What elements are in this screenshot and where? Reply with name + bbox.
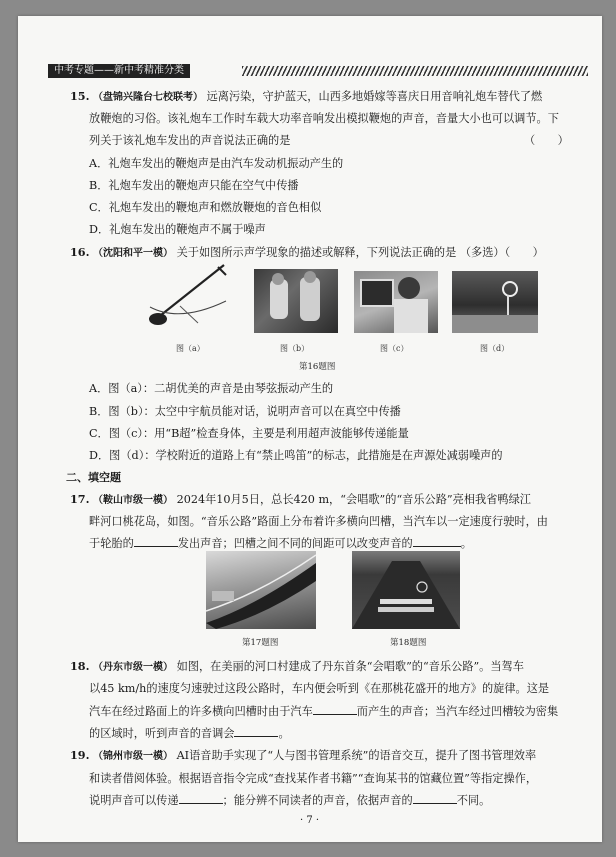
- figure-b-astronauts: [254, 269, 338, 333]
- section-fill-in-title: 二、填空题: [66, 471, 121, 484]
- q18-blank-2[interactable]: [234, 724, 278, 737]
- q19-number: 19.: [70, 748, 90, 762]
- doctor-coat: [394, 299, 428, 333]
- q16-option-c: C．图（c）：用“B超”检查身体，主要是利用超声波能够传递能量: [89, 427, 409, 440]
- page: [18, 16, 602, 842]
- q18-stem-4a: 的区域时，听到声音的音调会: [89, 727, 235, 740]
- fig-a-label: 图（a）: [176, 344, 205, 353]
- figure-a-erhu: [140, 261, 236, 329]
- erhu-peg: [218, 267, 226, 275]
- q16-figure-caption: 第16题图: [299, 362, 336, 372]
- road-surface: [452, 315, 538, 333]
- erhu-body: [149, 313, 167, 325]
- q15-stem-3: 列关于该礼炮车发出的声音说法正确的是: [89, 134, 291, 147]
- q18-stem-3a: 汽车在经过路面上的许多横向凹槽时由于汽车: [89, 705, 313, 718]
- road-barrier: [212, 591, 234, 601]
- astronaut-head-left: [272, 273, 284, 285]
- q17-number: 17.: [70, 492, 90, 506]
- fig18-caption: 第18题图: [390, 638, 427, 648]
- q15-option-a: A．礼炮车发出的鞭炮声是由汽车发动机振动产生的: [89, 157, 344, 170]
- q18-stem-4b: 。: [278, 727, 290, 740]
- ultrasound-monitor: [360, 279, 394, 307]
- figure-d-road-sign: [452, 271, 538, 333]
- q17-line-1: [70, 489, 531, 511]
- erhu-bow: [150, 301, 226, 314]
- q19-source: （锦州市级一模）: [93, 751, 174, 762]
- q16-option-d: D．图（d）：学校附近的道路上有“禁止鸣笛”的标志，此措施是在声源处减弱噪声的: [89, 449, 503, 462]
- figure-c-ultrasound: [354, 271, 438, 333]
- q19-stem-3b: ；能分辨不同读者的声音，依据声音的: [222, 794, 413, 807]
- groove-marking-2: [378, 607, 434, 612]
- q18-line-3: [89, 701, 558, 722]
- q18-blank-1[interactable]: [313, 702, 357, 715]
- astronaut-left: [270, 279, 288, 319]
- q18-stem-3b: 而产生的声音；当汽车经过凹槽较为密集: [356, 705, 559, 718]
- page-content: [18, 16, 602, 842]
- figure-18-road-drawing: [352, 551, 460, 629]
- q17-stem-2: 畔河口桃花岛，如图。“音乐公路”路面上分布着许多横向凹槽，当汽车以一定速度行驶时，由: [89, 515, 548, 528]
- q18-line-1: [70, 656, 524, 678]
- q17-stem-3c: 。: [460, 537, 472, 550]
- page-number: · 7 ·: [300, 815, 320, 826]
- q18-stem-1: 如图，在美丽的河口村建成了丹东首条“会唱歌”的“音乐公路”。当驾车: [176, 660, 524, 673]
- q19-stem-3c: 不同。: [456, 794, 491, 807]
- fig17-caption: 第17题图: [242, 638, 279, 648]
- figure-17-road-drawing: [206, 551, 316, 629]
- fig-b-label: 图（b）: [280, 344, 310, 353]
- q17-stem-3b: 发出声音；凹槽之间不同的间距可以改变声音的: [177, 537, 413, 550]
- q17-stem-1: 2024年10月5日，总长420 m，“会唱歌”的“音乐公路”亮相我省鸭绿江: [176, 493, 531, 506]
- q15-stem-2: 放鞭炮的习俗。该礼炮车工作时车载大功率音响发出模拟鞭炮的声音，音量大小也可以调节。下: [89, 112, 559, 125]
- q17-source: （鞍山市级一模）: [93, 495, 174, 506]
- erhu-neck: [156, 265, 224, 319]
- q16-option-a: A．图（a）：二胡优美的声音是由琴弦振动产生的: [89, 382, 334, 395]
- q17-blank-2[interactable]: [413, 534, 461, 547]
- q19-blank-1[interactable]: [179, 791, 223, 804]
- q19-blank-2[interactable]: [413, 791, 457, 804]
- q16-option-b: B．图（b）：太空中宇航员能对话，说明声音可以在真空中传播: [89, 405, 401, 418]
- q19-line-1: [70, 745, 536, 767]
- q19-line-3: [89, 790, 490, 811]
- astronaut-head-right: [304, 271, 316, 283]
- q19-stem-1: AI语音助手实现了“人与图书管理系统”的语音交互，提升了图书管理效率: [176, 749, 537, 762]
- q15-option-d: D．礼炮车发出的鞭炮声不属于噪声: [89, 223, 266, 236]
- q18-stem-2: 以45 km/h的速度匀速驶过这段公路时，车内便会听到《在那桃花盛开的地方》的旋律。这是: [89, 682, 550, 695]
- q15-line-1: [70, 86, 542, 108]
- q18-source: （丹东市级一模）: [93, 662, 174, 673]
- q15-stem-1: 远离污染，守护蓝天，山西多地婚嫁等喜庆日用音响礼炮车替代了燃: [206, 90, 543, 103]
- q15-option-b: B．礼炮车发出的鞭炮声只能在空气中传播: [89, 179, 299, 192]
- fig-d-label: 图（d）: [480, 344, 510, 353]
- no-honk-sign-icon: [502, 281, 518, 297]
- q16-source: （沈阳和平一模）: [93, 248, 174, 259]
- q17-blank-1[interactable]: [134, 534, 178, 547]
- doctor-head: [398, 277, 420, 299]
- astronaut-right: [300, 277, 320, 321]
- q15-number: 15.: [70, 89, 90, 103]
- q19-stem-3a: 说明声音可以传递: [89, 794, 179, 807]
- erhu-stand: [180, 306, 198, 323]
- q19-stem-2: 和读者借阅体验。根据语音指令完成“查找某作者书籍”“查询某书的馆藏位置”等指定操作，: [89, 772, 538, 785]
- q16-stem: 关于如图所示声学现象的描述或解释，下列说法正确的是: [176, 246, 457, 259]
- q18-number: 18.: [70, 659, 90, 673]
- q17-stem-3a: 于轮胎的: [89, 537, 134, 550]
- q15-source: （盘锦兴隆台七校联考）: [93, 92, 204, 103]
- q16-tail: （多选）（ ）: [459, 246, 544, 259]
- q15-option-c: C．礼炮车发出的鞭炮声和燃放鞭炮的音色相似: [89, 201, 322, 214]
- q18-line-4: [89, 723, 290, 744]
- q16-number: 16.: [70, 245, 90, 259]
- q15-answer-paren: （ ）: [524, 134, 569, 147]
- figure-17-music-road: [206, 551, 316, 629]
- groove-marking-1: [380, 599, 432, 604]
- header-label: 中考专题——新中考精准分类: [48, 64, 190, 78]
- fig-c-label: 图（c）: [380, 344, 409, 353]
- road-surface-18: [352, 561, 460, 629]
- figure-18-music-road: [352, 551, 460, 629]
